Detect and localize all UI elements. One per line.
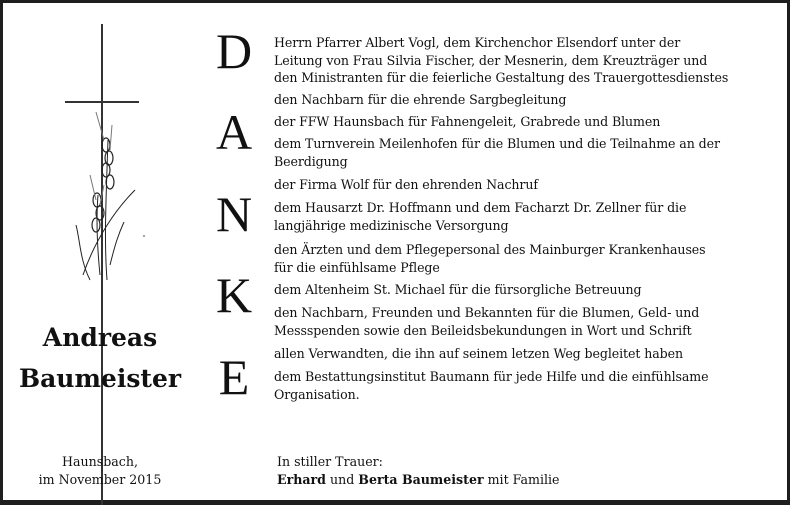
mourners-suffix: mit Familie xyxy=(483,471,560,487)
mourners-names xyxy=(277,471,560,489)
text-line: der FFW Haunsbach für Fahnengeleit, Grabrede und Blumen xyxy=(274,114,661,129)
mourners-intro: In stiller Trauer: xyxy=(277,454,383,469)
text-line: dem Turnverein Meilenhofen für die Blumen und die Teilnahme an der xyxy=(274,136,720,151)
danke-letter-n: N xyxy=(215,186,253,242)
place-date xyxy=(0,453,200,488)
thanks-paragraph xyxy=(274,368,779,403)
thanks-paragraph xyxy=(274,199,779,234)
text-line: dem Bestattungsinstitut Baumann für jede Hilfe und die einfühlsame xyxy=(274,369,709,384)
thanks-paragraph xyxy=(274,176,779,194)
text-line: Herrn Pfarrer Albert Vogl, dem Kirchenchor Elsendorf unter der xyxy=(274,35,681,50)
text-line: dem Hausarzt Dr. Hoffmann und dem Facharzt Dr. Zellner für die xyxy=(274,200,687,215)
mourner-name: Erhard xyxy=(277,471,326,487)
text-line: den Nachbarn, Freunden und Bekannten für die Blumen, Geld- und xyxy=(274,305,700,320)
text-line: den Ärzten und dem Pflegepersonal des Mainburger Krankenhauses xyxy=(274,242,706,257)
text-line: Beerdigung xyxy=(274,153,348,169)
thanks-paragraph xyxy=(274,304,779,339)
text-line: Organisation. xyxy=(274,386,360,402)
danke-letter-a: A xyxy=(215,104,253,160)
text-line: der Firma Wolf für den ehrenden Nachruf xyxy=(274,177,538,192)
text-line: Messspenden sowie den Beileidsbekundungen in Wort und Schrift xyxy=(274,322,692,338)
thanks-paragraph xyxy=(274,113,779,131)
conjunction: und xyxy=(326,471,359,487)
thanks-paragraph xyxy=(274,241,779,276)
text-line: Leitung von Frau Silvia Fischer, der Mesnerin, dem Kreuzträger und xyxy=(274,52,708,68)
thanks-paragraph xyxy=(274,34,779,87)
danke-letter-e: E xyxy=(218,349,250,405)
thanks-paragraph xyxy=(274,91,779,109)
deceased-first-name: Andreas xyxy=(42,323,158,352)
place: Haunsbach, xyxy=(62,454,138,469)
danke-letter-k: K xyxy=(215,267,253,323)
text-line: langjährige medizinische Versorgung xyxy=(274,217,509,233)
text-line: den Nachbarn für die ehrende Sargbegleitung xyxy=(274,92,567,107)
mourners xyxy=(277,453,560,488)
thanks-paragraph xyxy=(274,135,779,170)
text-line: für die einfühlsame Pflege xyxy=(274,259,440,275)
thanks-paragraph xyxy=(274,281,779,299)
thanks-paragraph xyxy=(274,345,779,363)
deceased-last-name: Baumeister xyxy=(18,364,182,393)
date: im November 2015 xyxy=(38,471,162,487)
text-line: dem Altenheim St. Michael für die fürsorgliche Betreuung xyxy=(274,282,642,297)
mourner-name: Berta Baumeister xyxy=(358,471,484,487)
text-line: den Ministranten für die feierliche Gestaltung des Trauergottesdienstes xyxy=(274,70,729,85)
text-line: allen Verwandten, die ihn auf seinem letzen Weg begleitet haben xyxy=(274,346,683,361)
danke-letter-d: D xyxy=(215,23,253,79)
